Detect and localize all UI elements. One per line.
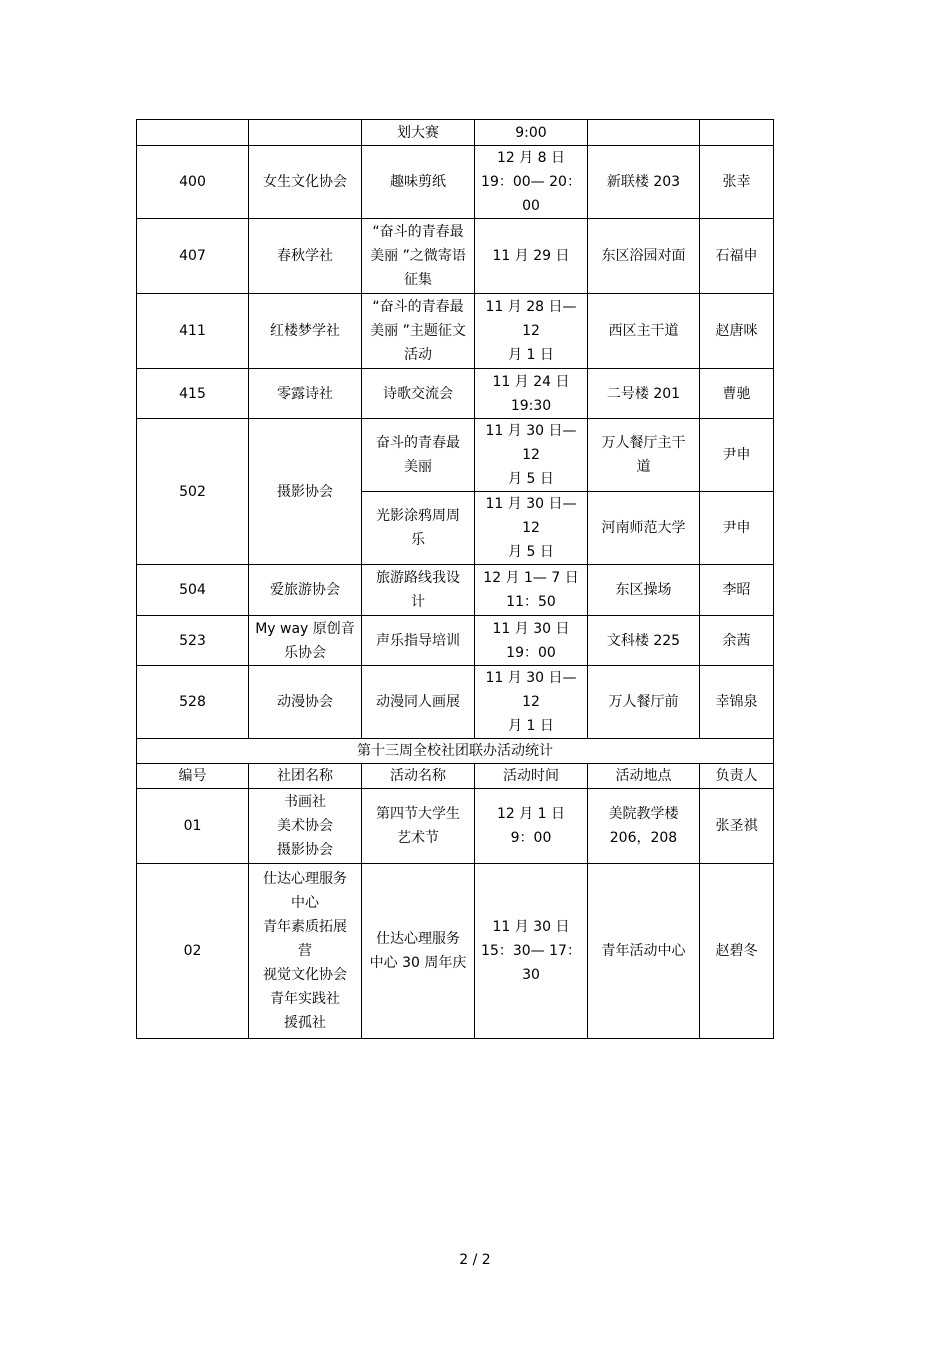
cell-club: 女生文化协会 <box>249 146 362 219</box>
table-row <box>137 294 774 369</box>
cell-club: My way 原创音 乐协会 <box>249 616 362 666</box>
table-row <box>137 565 774 616</box>
cell-club: 摄影协会 <box>249 419 362 565</box>
cell-club: 零露诗社 <box>249 369 362 419</box>
activity-schedule-table <box>136 119 774 1039</box>
cell-club <box>249 120 362 146</box>
cell-id: 01 <box>137 789 249 864</box>
cell-id <box>137 120 249 146</box>
cell-activity: 仕达心理服务 中心 30 周年庆 <box>362 864 475 1039</box>
table-row <box>137 616 774 666</box>
cell-place: 二号楼 201 <box>588 369 700 419</box>
cell-id: 504 <box>137 565 249 616</box>
cell-person: 李昭 <box>700 565 774 616</box>
cell-time: 12 月 8 日 19：00— 20：00 <box>475 146 588 219</box>
cell-activity: “奋斗的青春最 美丽 ”主题征文 活动 <box>362 294 475 369</box>
cell-time: 11 月 30 日 19：00 <box>475 616 588 666</box>
cell-club: 爱旅游协会 <box>249 565 362 616</box>
cell-place: 新联楼 203 <box>588 146 700 219</box>
table-row <box>137 666 774 739</box>
cell-id: 407 <box>137 219 249 294</box>
cell-id: 415 <box>137 369 249 419</box>
cell-time: 9:00 <box>475 120 588 146</box>
cell-person: 石福申 <box>700 219 774 294</box>
header-person: 负责人 <box>700 764 774 789</box>
cell-time: 11 月 28 日— 12 月 1 日 <box>475 294 588 369</box>
cell-activity: 奋斗的青春最 美丽 <box>362 419 475 492</box>
cell-time: 11 月 30 日 15：30— 17：30 <box>475 864 588 1039</box>
table-row <box>137 864 774 1039</box>
cell-place: 西区主干道 <box>588 294 700 369</box>
cell-person: 赵碧冬 <box>700 864 774 1039</box>
cell-person: 余茜 <box>700 616 774 666</box>
section-title: 第十三周全校社团联办活动统计 <box>137 739 774 764</box>
cell-activity: 旅游路线我设 计 <box>362 565 475 616</box>
cell-id: 528 <box>137 666 249 739</box>
cell-id: 02 <box>137 864 249 1039</box>
cell-time: 11 月 29 日 <box>475 219 588 294</box>
table-row <box>137 419 774 492</box>
cell-activity: 动漫同人画展 <box>362 666 475 739</box>
cell-id: 400 <box>137 146 249 219</box>
cell-person: 张幸 <box>700 146 774 219</box>
cell-id: 502 <box>137 419 249 565</box>
header-activity: 活动名称 <box>362 764 475 789</box>
section-title-row <box>137 739 774 764</box>
cell-person: 尹申 <box>700 419 774 492</box>
cell-club: 春秋学社 <box>249 219 362 294</box>
table-row <box>137 146 774 219</box>
header-row <box>137 764 774 789</box>
cell-place: 万人餐厅主干 道 <box>588 419 700 492</box>
table-row <box>137 219 774 294</box>
cell-activity: 光影涂鸦周周 乐 <box>362 492 475 565</box>
cell-place: 东区操场 <box>588 565 700 616</box>
cell-activity: 诗歌交流会 <box>362 369 475 419</box>
cell-place: 河南师范大学 <box>588 492 700 565</box>
cell-time: 11 月 30 日— 12 月 5 日 <box>475 419 588 492</box>
cell-person: 曹驰 <box>700 369 774 419</box>
page-number: 2 / 2 <box>459 1252 491 1268</box>
cell-activity: 声乐指导培训 <box>362 616 475 666</box>
cell-place: 青年活动中心 <box>588 864 700 1039</box>
cell-club: 动漫协会 <box>249 666 362 739</box>
cell-person <box>700 120 774 146</box>
cell-time: 11 月 30 日— 12 月 5 日 <box>475 492 588 565</box>
header-place: 活动地点 <box>588 764 700 789</box>
cell-activity: 划大赛 <box>362 120 475 146</box>
cell-club: 书画社 美术协会 摄影协会 <box>249 789 362 864</box>
cell-activity: “奋斗的青春最 美丽 ”之微寄语 征集 <box>362 219 475 294</box>
cell-id: 523 <box>137 616 249 666</box>
cell-time: 11 月 24 日 19:30 <box>475 369 588 419</box>
table-row <box>137 789 774 864</box>
cell-place: 万人餐厅前 <box>588 666 700 739</box>
header-club: 社团名称 <box>249 764 362 789</box>
cell-time: 11 月 30 日— 12 月 1 日 <box>475 666 588 739</box>
cell-activity: 第四节大学生 艺术节 <box>362 789 475 864</box>
cell-person: 赵唐咪 <box>700 294 774 369</box>
cell-place: 美院教学楼 206，208 <box>588 789 700 864</box>
cell-person: 幸锦泉 <box>700 666 774 739</box>
cell-club: 红楼梦学社 <box>249 294 362 369</box>
table-row <box>137 120 774 146</box>
table-row <box>137 369 774 419</box>
cell-place: 东区浴园对面 <box>588 219 700 294</box>
cell-time: 12 月 1 日 9：00 <box>475 789 588 864</box>
cell-club: 仕达心理服务 中心 青年素质拓展 营 视觉文化协会 青年实践社 援孤社 <box>249 864 362 1039</box>
cell-place: 文科楼 225 <box>588 616 700 666</box>
cell-place <box>588 120 700 146</box>
header-time: 活动时间 <box>475 764 588 789</box>
cell-person: 尹申 <box>700 492 774 565</box>
cell-time: 12 月 1— 7 日 11：50 <box>475 565 588 616</box>
cell-person: 张圣祺 <box>700 789 774 864</box>
cell-id: 411 <box>137 294 249 369</box>
header-id: 编号 <box>137 764 249 789</box>
cell-activity: 趣味剪纸 <box>362 146 475 219</box>
